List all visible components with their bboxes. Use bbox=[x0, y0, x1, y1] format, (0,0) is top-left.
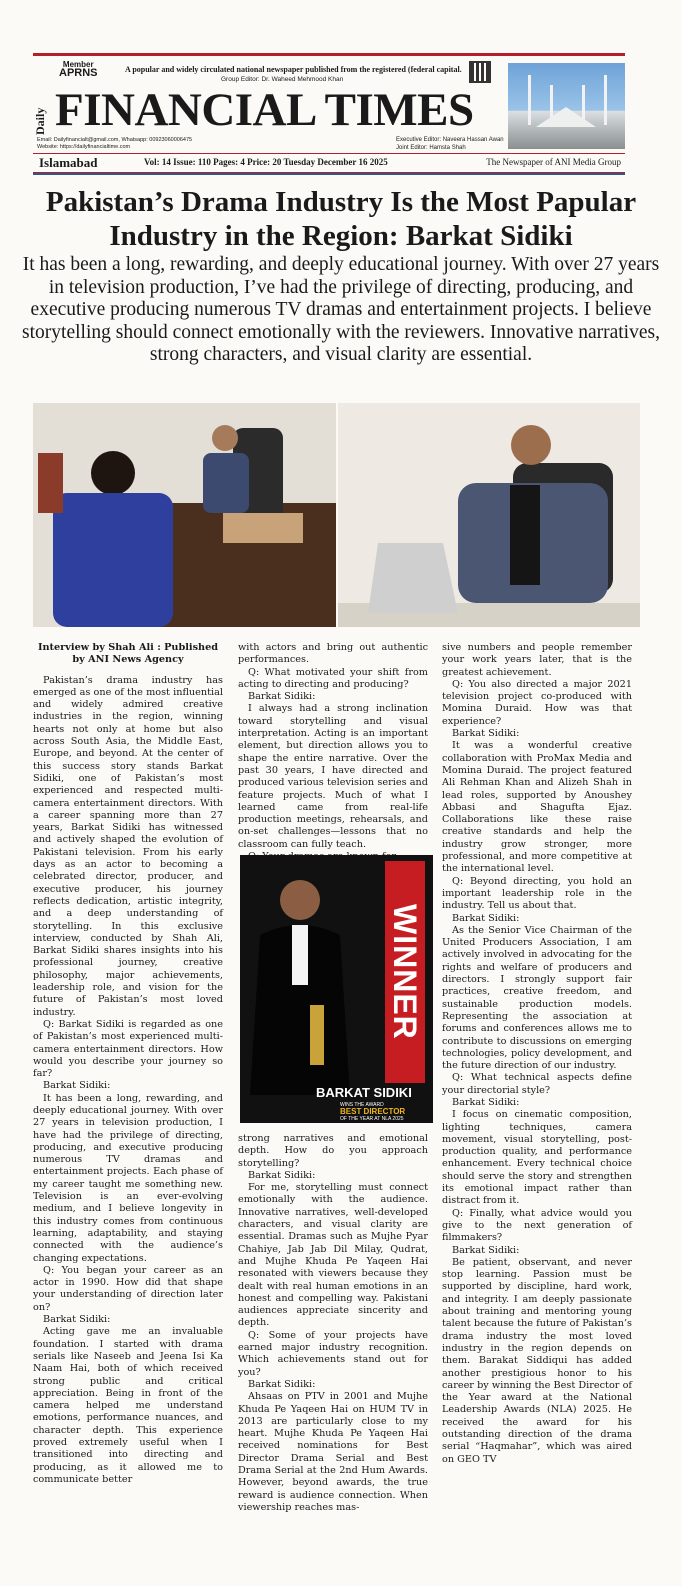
speaker-label: Barkat Sidiki: bbox=[43, 1080, 111, 1092]
masthead-bottom-rule bbox=[33, 173, 625, 175]
answer-continued: with actors and bring out authentic performances. bbox=[238, 642, 428, 666]
newspaper-brand: FINANCIAL TIMES bbox=[55, 84, 474, 136]
question: Q: You also directed a major 2021 television project co-produced with Momina Duraid. How was that experience? bbox=[442, 678, 632, 727]
winner-banner: WINNER bbox=[385, 861, 425, 1083]
member-org: APRNS bbox=[59, 67, 98, 79]
speaker-label: Barkat Sidiki: bbox=[452, 1096, 520, 1108]
minaret bbox=[528, 75, 531, 125]
contact-email: Email: Dailyfinancialt@gmail.com, Whatsapp: 00923060006475 bbox=[37, 137, 193, 143]
award-year: OF THE YEAR AT NLA 2025 bbox=[340, 1116, 404, 1122]
interview-photo-right bbox=[338, 403, 640, 627]
answer: Ahsaas on PTV in 2001 and Mujhe Khuda Pe Yaqeen Hai on HUM TV in 2013 are particularly close to my heart. Mujhe Khuda Pe Yaqeen Hai received nominations for Best Director Drama Serial and Best Drama Serial at the 2nd Hum Awards. However, beyond awards, the true reward is audience connection. When viewership reaches mas- bbox=[238, 1391, 428, 1513]
answer: For me, storytelling must connect emotionally with the audience. Innovative narratives, well-developed characters, and visual clarity are essential. Dramas such as Mujhe Pyar Chahiye, Jab Jab Dil Milay, Qudrat, and Mujhe Khuda Pe Yaqeen Hai resonated with viewers because they dealt with real human emotions in an honest and compelling way. Pakistani audiences appreciate sincerity and depth. bbox=[238, 1182, 428, 1329]
question: Q: Some of your projects have earned major industry recognition. Which achievements stand out for you? bbox=[238, 1329, 428, 1378]
executive-editor: Executive Editor: Naveera Hassan Awan bbox=[396, 137, 504, 143]
article-column-2 bbox=[238, 642, 428, 863]
mosque-photo bbox=[508, 63, 625, 149]
masthead bbox=[33, 57, 625, 153]
interview-photo-left bbox=[33, 403, 336, 627]
issue-info-bar bbox=[33, 153, 625, 173]
question: Q: Barkat Sidiki is regarded as one of Pakistan’s most experienced multi-camera entertainment directors. How would you describe your journey so far? bbox=[33, 1018, 223, 1080]
answer: It has been a long, rewarding, and deeply educational journey. With over 27 years in television production, I have had the privilege of directing, producing, and executive producing numerous TV dramas and entertainment projects. Each phase of my career taught me something new. Television is an ever-evolving medium, and I believe longevity in this industry comes from continuous learning, adaptability, and staying connected with the audience’s changing expectations. bbox=[33, 1092, 223, 1264]
speaker-label: Barkat Sidiki: bbox=[43, 1314, 111, 1326]
headline: Pakistan’s Drama Industry Is the Most Papular Industry in the Region: Barkat Sidiki bbox=[45, 186, 637, 252]
award-photo bbox=[240, 855, 433, 1123]
question: Q: What motivated your shift from acting to directing and producing? bbox=[238, 666, 428, 690]
mosque-roof bbox=[536, 107, 596, 127]
question-continued: strong narratives and emotional depth. How do you approach storytelling? bbox=[238, 1133, 428, 1169]
member-badge bbox=[59, 60, 98, 78]
contact-website: Website: https://dailyfinancialtime.com bbox=[37, 144, 131, 150]
joint-editor: Joint Editor: Hamsta Shah bbox=[396, 145, 466, 151]
answer: Acting gave me an invaluable foundation. I started with drama serials like Naseeb and Jeena Isi Ka Naam Hai, both of which received strong public and critical appreciation. Being in front of the camera helped me understand emotions, performance nuances, and character depth. This experience proved extremely useful when I transitioned into directing and producing, as it allowed me to communicate better bbox=[33, 1326, 223, 1485]
answer: As the Senior Vice Chairman of the United Producers Association, I am actively involved in advocating for the rights and welfare of producers and directors. I strongly support fair practices, creative freedom, and sustainable production models. Representing the association at forums and conferences allows me to contribute to discussions on emerging technologies, policy development, and the future direction of our industry. bbox=[442, 924, 632, 1072]
speaker-label: Barkat Sidiki: bbox=[248, 691, 316, 703]
answer: I focus on cinematic composition, lighting techniques, camera movement, visual storytelling, post-production quality, and performance enhancement. Every technical choice should serve the story and strengthen its emotional impact rather than distract from it. bbox=[442, 1109, 632, 1207]
interview-photo-right-illustration bbox=[338, 403, 640, 627]
answer: It was a wonderful creative collaboration with ProMax Media and Momina Duraid. The project featured Ali Rehman Khan and Alizeh Shah in lead roles, supported by Anoushey Abbasi and Shagufta Ejaz. Collaborations like these raise creative standards and help the industry grow stronger, more professional, and more competitive at the international level. bbox=[442, 740, 632, 875]
answer-continued: sive numbers and people remember your work years later, that is the greatest achievement. bbox=[442, 642, 632, 678]
speaker-label: Barkat Sidiki: bbox=[248, 1169, 316, 1181]
question: Q: Beyond directing, you hold an important leadership role in the industry. Tell us about that. bbox=[442, 875, 632, 912]
interview-photo-left-illustration bbox=[33, 403, 336, 627]
minaret bbox=[604, 75, 607, 125]
member-label: Member bbox=[62, 60, 94, 69]
editors-list bbox=[396, 136, 504, 152]
masthead-top-rule bbox=[33, 53, 625, 56]
speaker-label: Barkat Sidiki: bbox=[452, 912, 520, 924]
byline: Interview by Shah Ali : Published by ANI News Agency bbox=[37, 642, 219, 666]
contact-info bbox=[37, 137, 192, 151]
award-wins-text: WINS THE AWARD bbox=[340, 1102, 384, 1108]
question: Q: Finally, what advice would you give to the next generation of filmmakers? bbox=[442, 1207, 632, 1244]
daily-label: Daily bbox=[33, 107, 47, 135]
group-editor: Group Editor: Dr. Waheed Mehmood Khan bbox=[221, 76, 344, 83]
answer: I always had a strong inclination toward storytelling and visual interpretation. Acting is an important element, but direction allows you to shape the entire narrative. Over the past 30 years, I have directed and produced various television series and feature projects. Much of what I learned came from real-life production meetings, rehearsals, and on-set challenges—lessons that no classroom can fully teach. bbox=[238, 703, 428, 850]
award-category: BEST DIRECTOR bbox=[340, 1107, 406, 1116]
speaker-label: Barkat Sidiki: bbox=[452, 1244, 520, 1256]
issue-meta: Vol: 14 Issue: 110 Pages: 4 Price: 20 Tuesday December 16 2025 bbox=[144, 157, 388, 167]
media-group: The Newspaper of ANI Media Group bbox=[486, 157, 621, 167]
city: Islamabad bbox=[39, 155, 98, 170]
intro-paragraph: Pakistan’s drama industry has emerged as one of the most influential and widely admired creative industries in the region, winning hearts not only at home but also across South Asia, the Middle East, Europe, and beyond. At the center of this success story stands Barkat Sidiki, one of Pakistan’s most experienced and respected multi-camera entertainment directors. With a career spanning more than 27 years, Barkat Sidiki has witnessed and actively shaped the evolution of Pakistani television. From his early days as an actor to becoming a celebrated director, producer, and executive producer, his journey reflects dedication, artistic integrity, and a deep understanding of storytelling. In this exclusive interview, conducted by Shah Ali, Barkat Sidiki shares insights into his professional journey, creative philosophy, major achievements, leadership role, and vision for the future of Pakistan’s most loved industry. bbox=[33, 674, 223, 1018]
question: Q: What technical aspects define your directorial style? bbox=[442, 1072, 632, 1096]
deck: It has been a long, rewarding, and deeply educational journey. With over 27 years in television production, I’ve had the privilege of directing, producing, and executive producing numerous TV dramas and entertainment projects. I believe storytelling should connect emotionally with the reviewers. Innovative narratives, strong characters, and visual clarity are essential. bbox=[22, 254, 660, 365]
article-column-2-continued bbox=[238, 1133, 428, 1514]
article-column-1 bbox=[33, 642, 223, 1486]
qr-code bbox=[469, 61, 491, 83]
question: Q: You began your career as an actor in 1990. How did that shape your understanding of direction later on? bbox=[33, 1264, 223, 1313]
speaker-label: Barkat Sidiki: bbox=[452, 728, 520, 740]
tagline: A popular and widely circulated national newspaper published from the registered (federal capital. bbox=[125, 65, 462, 74]
speaker-label: Barkat Sidiki: bbox=[248, 1378, 316, 1390]
award-name: BARKAT SIDIKI bbox=[316, 1085, 412, 1100]
article-column-3 bbox=[442, 642, 632, 1466]
answer: Be patient, observant, and never stop learning. Passion must be supported by discipline, hard work, and integrity. I am deeply passionate about training and mentoring young talent because the future of Pakistan’s drama industry the most loved industry in the region depends on them. Barakat Siddiqui has added another prestigious honor to his career by winning the Best Director of the Year award at the National Leadership Awards (NLA) 2025. He received the award for his outstanding direction of the drama serial “Haqmahar”, which was aired on GEO TV bbox=[442, 1256, 632, 1465]
